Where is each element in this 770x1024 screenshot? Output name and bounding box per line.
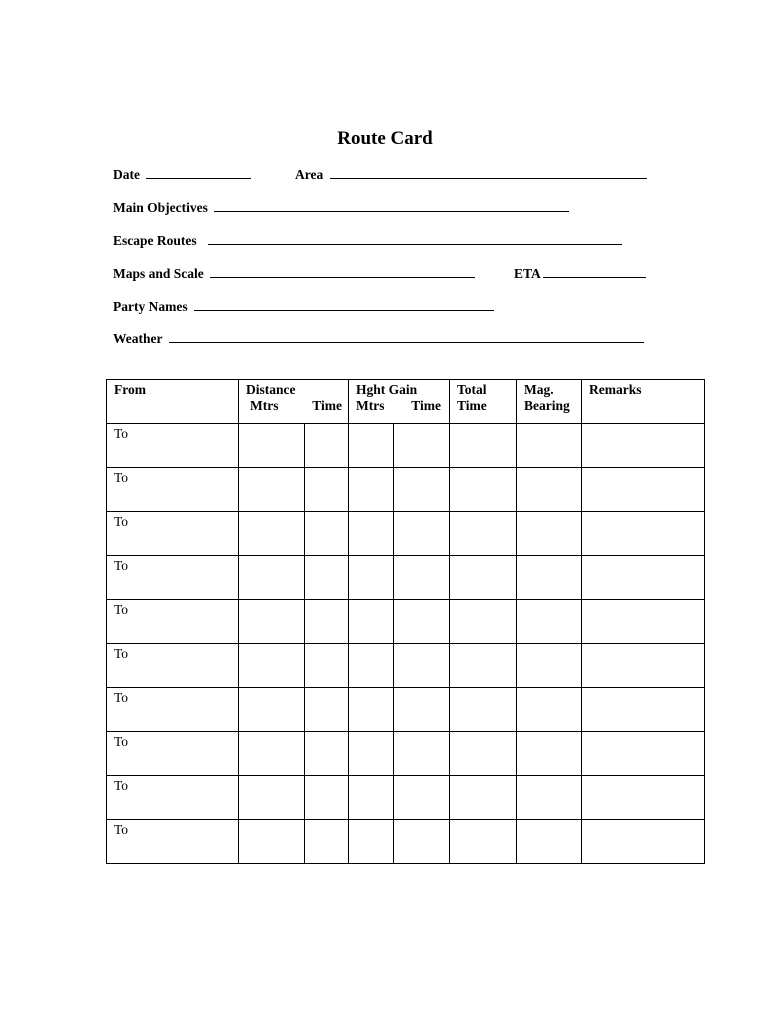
header-remarks: Remarks [582, 380, 705, 424]
table-row [107, 468, 705, 512]
maps-scale-label: Maps and Scale [113, 266, 204, 281]
height-mtrs-cell[interactable] [349, 820, 394, 864]
total-time-cell[interactable] [450, 776, 517, 820]
distance-time-cell[interactable] [305, 820, 349, 864]
mag-bearing-cell[interactable] [517, 556, 582, 600]
route-to-label: To [114, 558, 129, 573]
main-objectives-field [113, 200, 569, 216]
table-row [107, 600, 705, 644]
distance-time-cell[interactable] [305, 556, 349, 600]
remarks-cell[interactable] [582, 732, 705, 776]
height-time-cell[interactable] [394, 820, 450, 864]
height-mtrs-cell[interactable] [349, 644, 394, 688]
height-time-cell[interactable] [394, 600, 450, 644]
table-row [107, 732, 705, 776]
header-height-gain [349, 380, 450, 424]
header-distance-time: Time [312, 398, 343, 413]
page-title: Route Card [337, 128, 433, 149]
total-time-cell[interactable] [450, 644, 517, 688]
remarks-cell[interactable] [582, 644, 705, 688]
route-to-label: To [114, 690, 129, 705]
total-time-cell[interactable] [450, 556, 517, 600]
eta-label: ETA [514, 266, 541, 281]
header-height-mtrs: Mtrs [356, 398, 385, 413]
header-distance [239, 380, 349, 424]
distance-mtrs-cell[interactable] [239, 776, 305, 820]
distance-mtrs-cell[interactable] [239, 468, 305, 512]
height-mtrs-cell[interactable] [349, 468, 394, 512]
mag-bearing-cell[interactable] [517, 424, 582, 468]
remarks-cell[interactable] [582, 512, 705, 556]
header-height-time: Time [411, 398, 442, 413]
table-row [107, 556, 705, 600]
mag-bearing-cell[interactable] [517, 468, 582, 512]
route-to-label: To [114, 514, 129, 529]
mag-bearing-cell[interactable] [517, 644, 582, 688]
distance-mtrs-cell[interactable] [239, 600, 305, 644]
route-to-cell[interactable] [107, 512, 239, 556]
route-to-label: To [114, 822, 129, 837]
distance-mtrs-cell[interactable] [239, 556, 305, 600]
main-objectives-input[interactable] [214, 200, 569, 212]
height-time-cell[interactable] [394, 776, 450, 820]
mag-bearing-cell[interactable] [517, 512, 582, 556]
route-to-label: To [114, 778, 129, 793]
route-to-cell[interactable] [107, 424, 239, 468]
distance-time-cell[interactable] [305, 732, 349, 776]
distance-time-cell[interactable] [305, 600, 349, 644]
height-mtrs-cell[interactable] [349, 776, 394, 820]
remarks-cell[interactable] [582, 600, 705, 644]
eta-field [514, 266, 646, 282]
area-label: Area [295, 167, 324, 182]
header-from: From [107, 380, 239, 424]
party-names-field [113, 299, 494, 315]
remarks-cell[interactable] [582, 776, 705, 820]
header-total-time: Total Time [450, 380, 517, 424]
route-to-label: To [114, 470, 129, 485]
escape-routes-label: Escape Routes [113, 233, 197, 248]
distance-mtrs-cell[interactable] [239, 512, 305, 556]
distance-mtrs-cell[interactable] [239, 644, 305, 688]
table-row [107, 424, 705, 468]
route-to-cell[interactable] [107, 644, 239, 688]
route-to-cell[interactable] [107, 600, 239, 644]
height-time-cell[interactable] [394, 732, 450, 776]
distance-mtrs-cell[interactable] [239, 820, 305, 864]
escape-routes-input[interactable] [208, 233, 622, 245]
remarks-cell[interactable] [582, 424, 705, 468]
height-time-cell[interactable] [394, 556, 450, 600]
mag-bearing-cell[interactable] [517, 688, 582, 732]
table-row [107, 644, 705, 688]
height-time-cell[interactable] [394, 644, 450, 688]
area-field [295, 167, 647, 183]
table-row [107, 776, 705, 820]
remarks-cell[interactable] [582, 556, 705, 600]
route-to-label: To [114, 426, 129, 441]
total-time-cell[interactable] [450, 688, 517, 732]
maps-scale-field [113, 266, 475, 282]
weather-field [113, 331, 644, 347]
route-to-cell[interactable] [107, 820, 239, 864]
distance-time-cell[interactable] [305, 468, 349, 512]
distance-time-cell[interactable] [305, 512, 349, 556]
remarks-cell[interactable] [582, 468, 705, 512]
table-row [107, 512, 705, 556]
area-input[interactable] [330, 167, 647, 179]
distance-time-cell[interactable] [305, 644, 349, 688]
distance-time-cell[interactable] [305, 688, 349, 732]
date-field [113, 167, 251, 183]
route-to-label: To [114, 734, 129, 749]
distance-mtrs-cell[interactable] [239, 688, 305, 732]
total-time-cell[interactable] [450, 468, 517, 512]
weather-label: Weather [113, 331, 163, 346]
header-height-gain-label: Hght Gain [356, 382, 418, 397]
height-mtrs-cell[interactable] [349, 512, 394, 556]
height-time-cell[interactable] [394, 468, 450, 512]
route-to-cell[interactable] [107, 688, 239, 732]
route-to-cell[interactable] [107, 556, 239, 600]
table-row [107, 820, 705, 864]
mag-bearing-cell[interactable] [517, 776, 582, 820]
height-mtrs-cell[interactable] [349, 556, 394, 600]
total-time-cell[interactable] [450, 424, 517, 468]
height-mtrs-cell[interactable] [349, 732, 394, 776]
route-to-label: To [114, 646, 129, 661]
total-time-cell[interactable] [450, 732, 517, 776]
total-time-cell[interactable] [450, 512, 517, 556]
date-input[interactable] [146, 167, 251, 179]
distance-mtrs-cell[interactable] [239, 732, 305, 776]
weather-input[interactable] [169, 331, 644, 343]
header-mag-bearing: Mag. Bearing [517, 380, 582, 424]
remarks-cell[interactable] [582, 688, 705, 732]
route-table-body [107, 424, 705, 864]
mag-bearing-cell[interactable] [517, 600, 582, 644]
escape-routes-field [113, 233, 622, 249]
party-names-label: Party Names [113, 299, 188, 314]
total-time-cell[interactable] [450, 820, 517, 864]
total-time-cell[interactable] [450, 600, 517, 644]
route-to-label: To [114, 602, 129, 617]
route-to-cell[interactable] [107, 468, 239, 512]
date-label: Date [113, 167, 140, 182]
header-distance-label: Distance [246, 382, 296, 397]
height-mtrs-cell[interactable] [349, 688, 394, 732]
height-mtrs-cell[interactable] [349, 424, 394, 468]
mag-bearing-cell[interactable] [517, 820, 582, 864]
header-distance-mtrs: Mtrs [250, 398, 279, 413]
height-time-cell[interactable] [394, 512, 450, 556]
route-table [106, 379, 705, 864]
height-time-cell[interactable] [394, 688, 450, 732]
table-header-row [107, 380, 705, 424]
remarks-cell[interactable] [582, 820, 705, 864]
route-to-cell[interactable] [107, 776, 239, 820]
distance-mtrs-cell[interactable] [239, 424, 305, 468]
main-objectives-label: Main Objectives [113, 200, 208, 215]
mag-bearing-cell[interactable] [517, 732, 582, 776]
distance-time-cell[interactable] [305, 776, 349, 820]
distance-time-cell[interactable] [305, 424, 349, 468]
maps-scale-input[interactable] [210, 266, 475, 278]
route-to-cell[interactable] [107, 732, 239, 776]
eta-input[interactable] [543, 266, 646, 278]
table-row [107, 688, 705, 732]
height-time-cell[interactable] [394, 424, 450, 468]
height-mtrs-cell[interactable] [349, 600, 394, 644]
party-names-input[interactable] [194, 299, 494, 311]
